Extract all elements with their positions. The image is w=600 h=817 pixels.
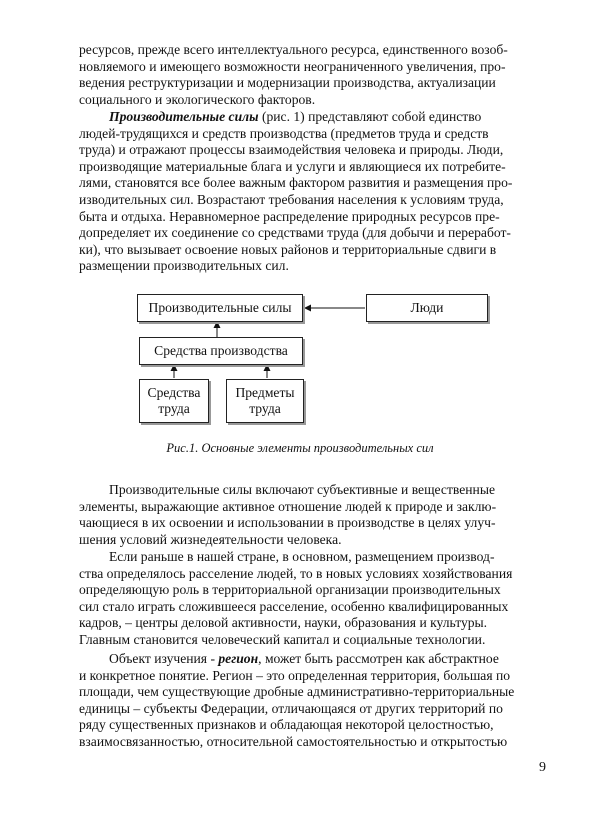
box-label-line: Предметы	[235, 385, 295, 400]
text-line: допределяет их соединение со средствами труда (для добычи и переработ-	[79, 225, 511, 241]
box-means-of-production: Средства производства	[139, 337, 303, 365]
paragraph-productive-forces	[79, 109, 552, 275]
text-line: ресурсов, прежде всего интеллектуального ресурса, единственного возоб-	[79, 42, 508, 57]
term-region: регион	[218, 651, 259, 666]
text-line: труда) и отражают процессы взаимодействия человека и природы. Люди,	[79, 142, 504, 158]
figure-caption: Рис.1. Основные элементы производительных сил	[166, 441, 434, 455]
box-label-line: Средства	[147, 385, 201, 400]
text-line	[79, 651, 552, 668]
paragraph-settlement	[79, 549, 552, 649]
box-objects-of-labor	[226, 379, 304, 423]
text-line: Главным становится человеческий капитал и социальные технологии.	[79, 631, 486, 647]
text-line: ведения реструктуризации и модернизации производства, актуализации	[79, 75, 496, 91]
text-line: быта и отдыха. Неравномерное распределение природных ресурсов пре-	[79, 208, 500, 224]
productive-forces-diagram	[137, 289, 492, 431]
text-line: ряду существенных признаков и обладающая некоторой целостностью,	[79, 717, 494, 733]
text-line: чающиеся в их освоении и использовании в производстве в целях улуч-	[79, 515, 496, 531]
text-line: сил стало играть сложившееся расселение, особенно квалифицированных	[79, 598, 509, 614]
text-line: ки), что вызывает освоение новых районов и территориальные сдвиги в	[79, 241, 497, 257]
box-label-line: труда	[249, 401, 281, 416]
text-line: определяющую роль в территориальной организации производительных	[79, 582, 501, 598]
term-productive-forces: Производительные силы	[109, 109, 259, 124]
paragraph-elements	[79, 482, 552, 548]
text-line: производящие материальные блага и услуги и являющиеся их потребите-	[79, 158, 506, 174]
text-line: Производительные силы включают субъективные и вещественные	[109, 482, 495, 497]
text-line: взаимосвязанностью, относительной самостоятельностью и открытостью	[79, 733, 508, 749]
box-people: Люди	[366, 294, 488, 322]
text-line: Если раньше в нашей стране, в основном, размещением производ-	[109, 549, 495, 564]
text-fragment: (рис. 1) представляют собой единство	[258, 109, 482, 124]
text-line: шения условий жизнедеятельности человека.	[79, 531, 342, 547]
text-line: единицы – субъекты Федерации, отличающаяся от других территорий по	[79, 700, 503, 716]
box-productive-forces: Производительные силы	[137, 294, 303, 322]
text-line: ства определялось расселение людей, то в новых условиях хозяйствования	[79, 565, 513, 581]
paragraph-continuation	[79, 42, 552, 108]
text-line: размещении производительных сил.	[79, 258, 289, 274]
text-line: новляемого и имеющего возможности неограниченного увеличения, про-	[79, 58, 506, 74]
text-line: площади, чем существующие дробные административно-территориальные	[79, 684, 515, 700]
text-line: и конкретное понятие. Регион – это определенная территория, большая по	[79, 667, 511, 683]
text-line: элементы, выражающие активное отношение людей к природе и заклю-	[79, 498, 497, 514]
text-line	[79, 109, 552, 126]
text-line: изводительных сил. Возрастают требования населения к условиям труда,	[79, 191, 504, 207]
page-number: 9	[539, 760, 546, 775]
text-fragment: Объект изучения -	[109, 651, 219, 666]
text-fragment: , может быть рассмотрен как абстрактное	[258, 651, 499, 666]
text-line: людей-трудящихся и средств производства (предметов труда и средств	[79, 125, 489, 141]
text-line: кадров, – центры деловой активности, науки, образования и культуры.	[79, 615, 488, 631]
box-label-line: труда	[158, 401, 190, 416]
text-line: лями, становятся все более важным фактором развития и размещения про-	[79, 175, 513, 191]
paragraph-region	[79, 651, 552, 751]
box-means-of-labor	[139, 379, 209, 423]
text-line: социального и экологического факторов.	[79, 91, 316, 107]
